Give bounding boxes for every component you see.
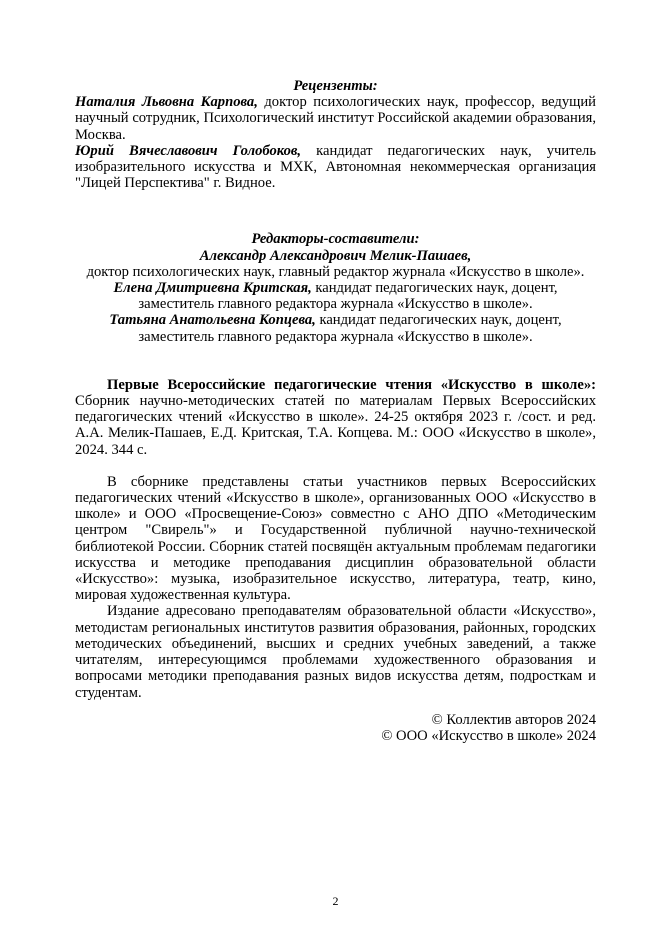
editor-desc: кандидат педагогических наук, доцент, (311, 280, 558, 297)
editor-entry (75, 312, 596, 328)
chief-editor-name: Александр Александрович Мелик-Пашаев, (199, 247, 472, 264)
editor-name: Татьяна Анатольевна Копцева, (109, 312, 316, 329)
copyright-authors: © Коллектив авторов 2024 (431, 712, 596, 728)
editors-heading: Редакторы-составители: (251, 231, 420, 248)
editor-position: заместитель главного редактора журнала «Искусство в школе». (138, 296, 533, 313)
abstract-paragraph-1: В сборнике представлены статьи участников первых Всероссийских педагогических чтений «Искусство в школе», организованных ООО «Искусство в школе» и ООО «Просвещение-Союз» совместно с АНО ДПО «Методическим центром "Свирель"» и Государственной публичной научно-технической библиотекой России. Сборник статей посвящён актуальным проблемам педагогики искусства и методике преподавания дисциплин образовательной области «Искусство»: музыка, изобразительное искусство, литература, театр, кино, мировая художественная культура. (75, 473, 596, 604)
citation-title: Первые Всероссийские педагогические чтения «Искусство в школе»: (107, 376, 596, 393)
page-content (75, 78, 596, 701)
copyright-publisher: © ООО «Искусство в школе» 2024 (381, 728, 596, 745)
reviewer-name: Наталия Львовна Карпова, (75, 94, 258, 111)
editor-name: Елена Дмитриевна Критская, (113, 280, 312, 297)
chief-editor-desc: доктор психологических наук, главный редактор журнала «Искусство в школе». (86, 263, 585, 280)
reviewer-desc: кандидат педагогических наук, учитель изобразительного искусства и МХК, Автономная некоммерческая организация "Лицей Перспектива" г. Видное. (75, 142, 596, 192)
editor-position: заместитель главного редактора журнала «Искусство в школе». (138, 328, 533, 345)
citation (75, 377, 596, 458)
reviewer-name: Юрий Вячеславович Голобоков, (75, 142, 302, 159)
citation-details: Сборник научно-методических статей по материалам Первых Всероссийских педагогических чтений «Искусство в школе». 24-25 октября 2023 г. /сост. и ред. А.А. Мелик-Пашаев, Е.Д. Критская, Т.А. Копцева. М.: ООО «Искусство в школе», 2024. 344 с. (75, 393, 596, 458)
editor-desc: кандидат педагогических наук, доцент, (315, 312, 562, 329)
copyright-block (381, 712, 596, 744)
page-number: 2 (332, 894, 339, 908)
reviewer-desc: доктор психологических наук, профессор, ведущий научный сотрудник, Психологический институт Российской академии образования, Москва. (75, 94, 596, 143)
reviewer-entry (75, 94, 596, 143)
reviewer-entry (75, 143, 596, 192)
reviewers-heading: Рецензенты: (293, 78, 378, 94)
abstract-paragraph-2: Издание адресовано преподавателям образовательной области «Искусство», методистам региональных институтов развития образования, районных, городских методических объединений, высших и средних учебных заведений, а также читателям, интересующимся проблемами художественного образования и вопросами методики преподавания разных видов искусства детям, подросткам и студентам. (75, 603, 596, 701)
editor-entry (75, 280, 596, 296)
